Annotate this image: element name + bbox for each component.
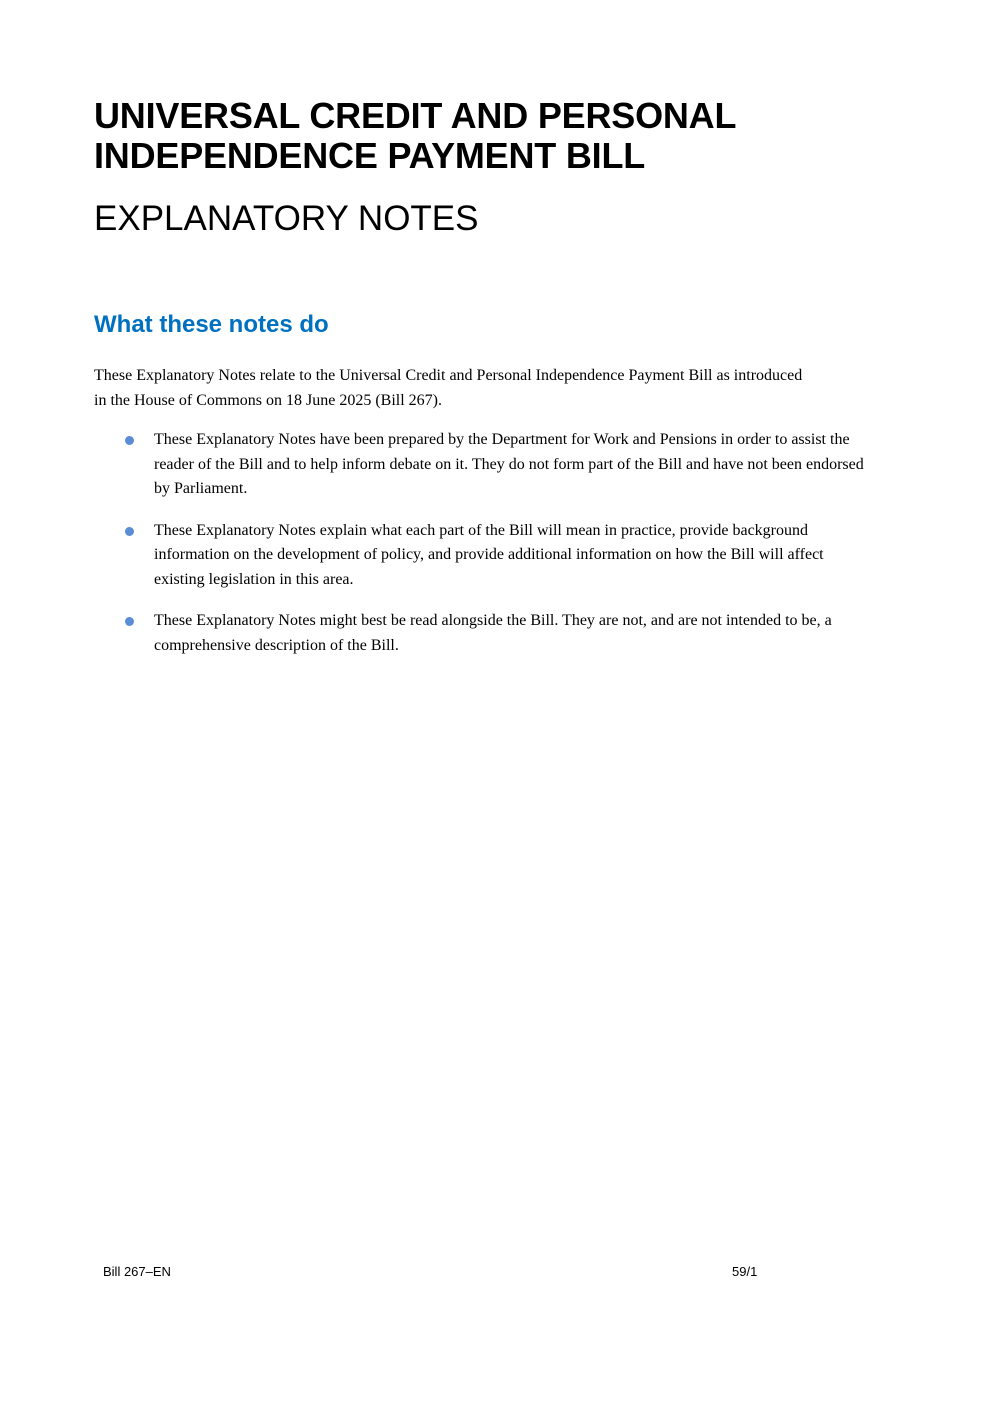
bullet-dot-icon bbox=[125, 527, 134, 536]
title-line-1: UNIVERSAL CREDIT AND PERSONAL bbox=[94, 95, 737, 136]
bullet-text: These Explanatory Notes might best be read alongside the Bill. They are not, and are not intended to be, a comprehensive description of the Bill. bbox=[154, 612, 832, 654]
intro-paragraph: These Explanatory Notes relate to the Universal Credit and Personal Independence Payment Bill as introduced in the House of Commons on 18 June 2025 (Bill 267). bbox=[94, 367, 803, 409]
bullet-dot-icon bbox=[125, 617, 134, 626]
bullet-text: These Explanatory Notes explain what each part of the Bill will mean in practice, provide background information on the development of policy, and provide additional information on how the Bill will affect existing legislation in this area. bbox=[154, 521, 824, 588]
bullet-text: These Explanatory Notes have been prepared by the Department for Work and Pensions in order to assist the reader of the Bill and to help inform debate on it. They do not form part of the Bill and have not been endorsed by Parliament. bbox=[154, 431, 864, 497]
bullet-dot-icon bbox=[125, 436, 134, 445]
bullet-item bbox=[94, 428, 874, 502]
bullet-list bbox=[94, 428, 874, 675]
title-line-2: INDEPENDENCE PAYMENT BILL bbox=[94, 135, 646, 176]
footer-bill-reference: Bill 267–EN bbox=[103, 1264, 171, 1279]
document-title bbox=[94, 96, 736, 176]
bullet-item bbox=[94, 609, 874, 658]
section-heading: What these notes do bbox=[94, 311, 329, 338]
document-subtitle: EXPLANATORY NOTES bbox=[94, 199, 479, 238]
footer-page-number: 59/1 bbox=[732, 1264, 758, 1279]
bullet-item bbox=[94, 519, 874, 593]
